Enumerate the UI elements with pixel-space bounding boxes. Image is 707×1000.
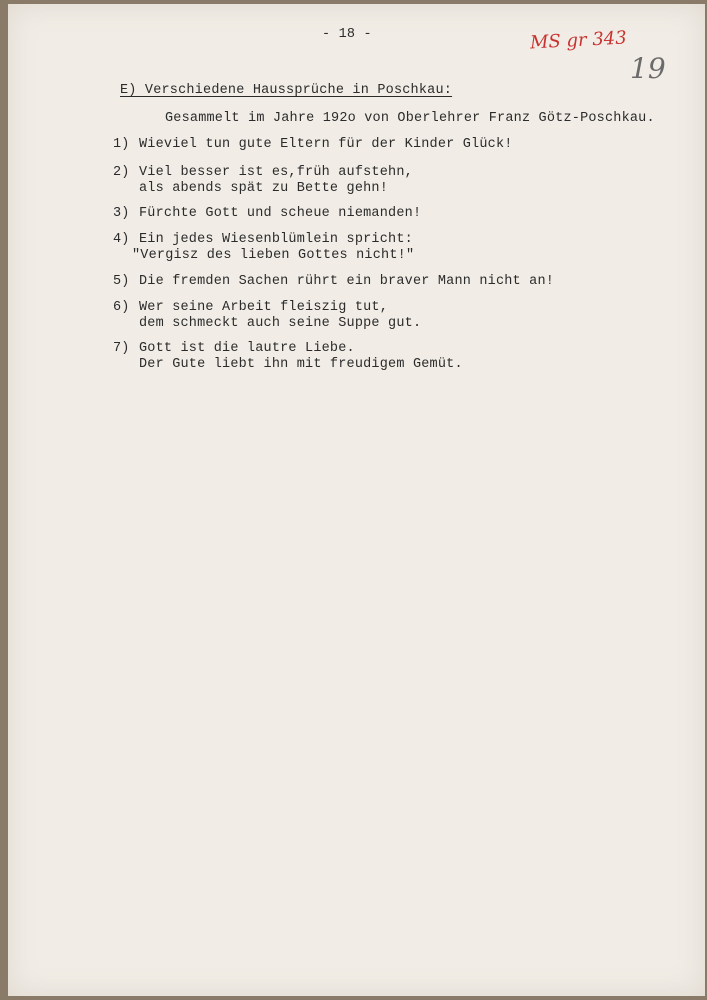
- saying-number: 2): [113, 165, 130, 180]
- saying-number: 4): [113, 232, 130, 247]
- saying-line: Die fremden Sachen rührt ein braver Mann nicht an!: [139, 274, 555, 289]
- folio-number: 19: [630, 52, 666, 85]
- page-number: - 18 -: [322, 27, 372, 42]
- section-heading: E) Verschiedene Haussprüche in Poschkau:: [120, 83, 453, 98]
- saying-number: 7): [113, 341, 130, 356]
- saying-line: Viel besser ist es,früh aufstehn,: [139, 165, 413, 180]
- saying-number: 1): [113, 137, 130, 152]
- saying-line: dem schmeckt auch seine Suppe gut.: [139, 316, 422, 331]
- saying-number: 5): [113, 274, 130, 289]
- saying-line: "Vergisz des lieben Gottes nicht!": [132, 248, 415, 263]
- saying-line: Der Gute liebt ihn mit freudigem Gemüt.: [139, 357, 463, 372]
- saying-line: Gott ist die lautre Liebe.: [139, 341, 355, 356]
- section-subheading: Gesammelt im Jahre 192o von Oberlehrer Franz Götz-Poschkau.: [165, 111, 655, 126]
- archive-mark: MS gr 343: [529, 27, 628, 54]
- saying-number: 6): [113, 300, 130, 315]
- saying-number: 3): [113, 206, 130, 221]
- saying-line: Wer seine Arbeit fleiszig tut,: [139, 300, 389, 315]
- saying-line: als abends spät zu Bette gehn!: [139, 181, 389, 196]
- saying-line: Ein jedes Wiesenblümlein spricht:: [139, 232, 413, 247]
- saying-line: Fürchte Gott und scheue niemanden!: [139, 206, 422, 221]
- saying-line: Wieviel tun gute Eltern für der Kinder Glück!: [139, 137, 513, 152]
